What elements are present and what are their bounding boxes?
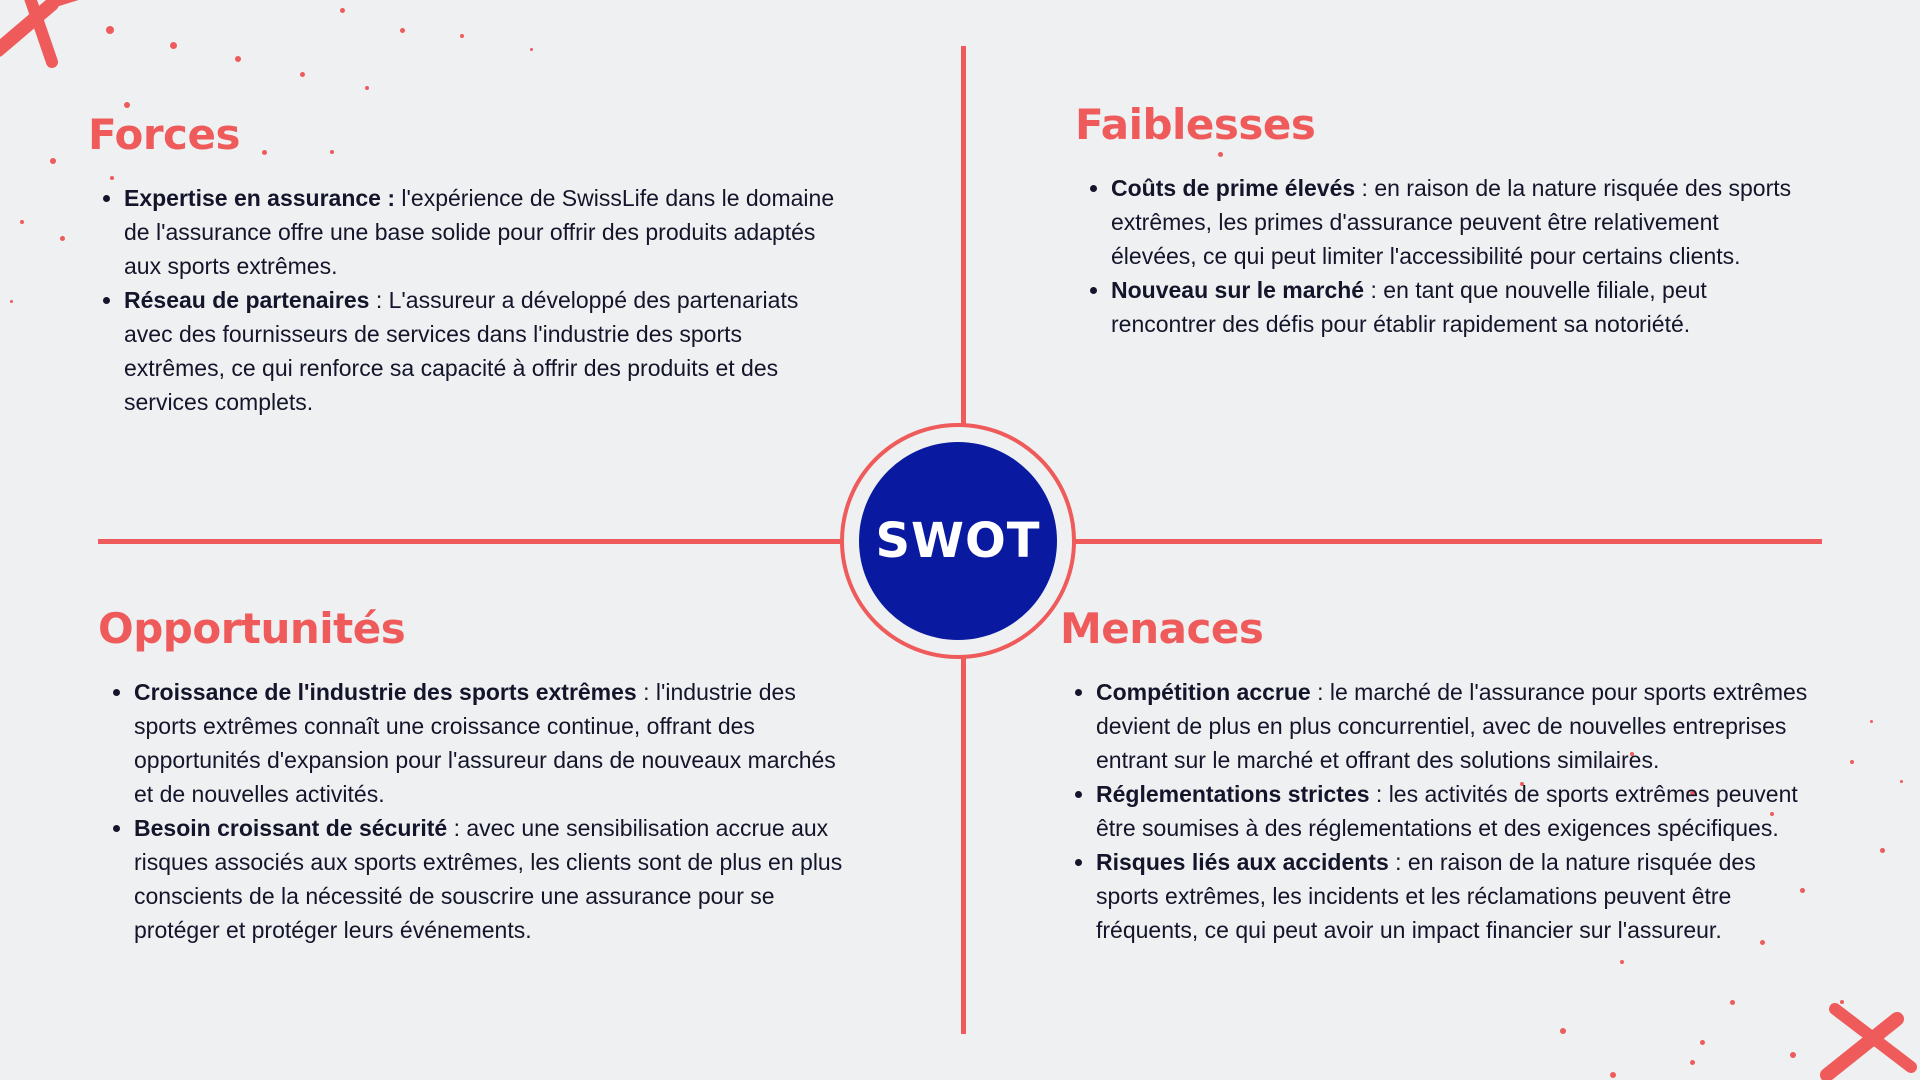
decorative-dot (50, 158, 56, 164)
item-term: Réglementations strictes (1096, 781, 1370, 807)
item-list (88, 181, 848, 419)
decorative-dot (1880, 848, 1885, 853)
decorative-dot (400, 28, 405, 33)
item-text: : en raison de la nature risquée des sports extrêmes, les incidents et les réclamations peuvent être fréquents, ce qui peut avoir un impact financier sur l'assureur. (1096, 849, 1756, 943)
quadrant-faiblesses (1075, 100, 1805, 341)
item-list (1075, 171, 1805, 341)
item-term: Croissance de l'industrie des sports extrêmes (134, 679, 637, 705)
list-item (1096, 675, 1810, 777)
decorative-dot (1560, 1028, 1566, 1034)
item-text: : les activités de sports extrêmes peuvent être soumises à des réglementations et des exigences spécifiques. (1096, 781, 1798, 841)
list-item (1111, 171, 1805, 273)
item-term: Coûts de prime élevés (1111, 175, 1356, 201)
decorative-dot (1610, 1072, 1616, 1078)
list-item (1111, 273, 1805, 341)
decorative-dot (1730, 1000, 1735, 1005)
decorative-dot (1900, 780, 1903, 783)
decorative-dot (170, 42, 177, 49)
list-item (134, 811, 858, 947)
list-item (124, 181, 848, 283)
decorative-dot (460, 34, 464, 38)
decorative-dot (1690, 1060, 1695, 1065)
decorative-dot (60, 236, 65, 241)
list-item (1096, 845, 1810, 947)
quadrant-forces (88, 110, 848, 419)
decorative-dot (10, 300, 13, 303)
quadrant-title: Opportunités (98, 604, 406, 653)
decorative-dot (124, 102, 130, 108)
list-item (1096, 777, 1810, 845)
item-text: : avec une sensibilisation accrue aux risques associés aux sports extrêmes, les clients sont de plus en plus conscients de la nécessité de souscrire une assurance pour se protéger et protéger leurs événements. (134, 815, 843, 943)
quadrant-opportunites (98, 604, 858, 947)
list-item (134, 675, 858, 811)
item-term: Expertise en assurance : (124, 185, 396, 211)
list-item (124, 283, 848, 419)
decorative-dot (1700, 1040, 1705, 1045)
item-term: Besoin croissant de sécurité (134, 815, 448, 841)
decorative-dot (1620, 960, 1624, 964)
quadrant-title: Forces (88, 110, 240, 159)
item-text: : L'assureur a développé des partenariats avec des fournisseurs de services dans l'industrie des sports extrêmes, ce qui renforce sa capacité à offrir des produits et des services complets. (124, 287, 799, 415)
quadrant-title: Menaces (1060, 604, 1264, 653)
item-text: l'expérience de SwissLife dans le domaine de l'assurance offre une base solide pour offrir des produits adaptés aux sports extrêmes. (124, 185, 835, 279)
item-term: Compétition accrue (1096, 679, 1311, 705)
decorative-dot (1790, 1052, 1796, 1058)
item-text: : le marché de l'assurance pour sports extrêmes devient de plus en plus concurrentiel, avec de nouvelles entreprises entrant sur le marché et offrant des solutions similaires. (1096, 679, 1808, 773)
item-text: : en tant que nouvelle filiale, peut rencontrer des défis pour établir rapidement sa notoriété. (1111, 277, 1707, 337)
decorative-dot (365, 86, 369, 90)
quadrant-menaces (1060, 604, 1810, 947)
item-list (98, 675, 858, 947)
decorative-dot (530, 48, 533, 51)
item-list (1060, 675, 1810, 947)
decorative-dot (300, 72, 305, 77)
decorative-dot (20, 220, 24, 224)
decorative-dot (106, 26, 114, 34)
quadrant-title: Faiblesses (1075, 100, 1316, 149)
item-term: Risques liés aux accidents (1096, 849, 1389, 875)
x-mark-icon (1815, 995, 1920, 1080)
item-text: : l'industrie des sports extrêmes connaît une croissance continue, offrant des opportunités d'expansion pour l'assureur dans de nouveaux marchés et de nouvelles activités. (134, 679, 836, 807)
decorative-dot (1840, 1000, 1844, 1004)
item-term: Nouveau sur le marché (1111, 277, 1365, 303)
item-text: : en raison de la nature risquée des sports extrêmes, les primes d'assurance peuvent être relativement élevées, ce qui peut limiter l'accessibilité pour certains clients. (1111, 175, 1792, 269)
decorative-dot (235, 56, 241, 62)
decorative-dot (1850, 760, 1854, 764)
decorative-dot (340, 8, 345, 13)
swot-label: SWOT (859, 442, 1057, 640)
swot-center-circle (840, 423, 1076, 659)
decorative-dot (1870, 720, 1873, 723)
x-mark-icon (0, 0, 100, 85)
item-term: Réseau de partenaires (124, 287, 370, 313)
